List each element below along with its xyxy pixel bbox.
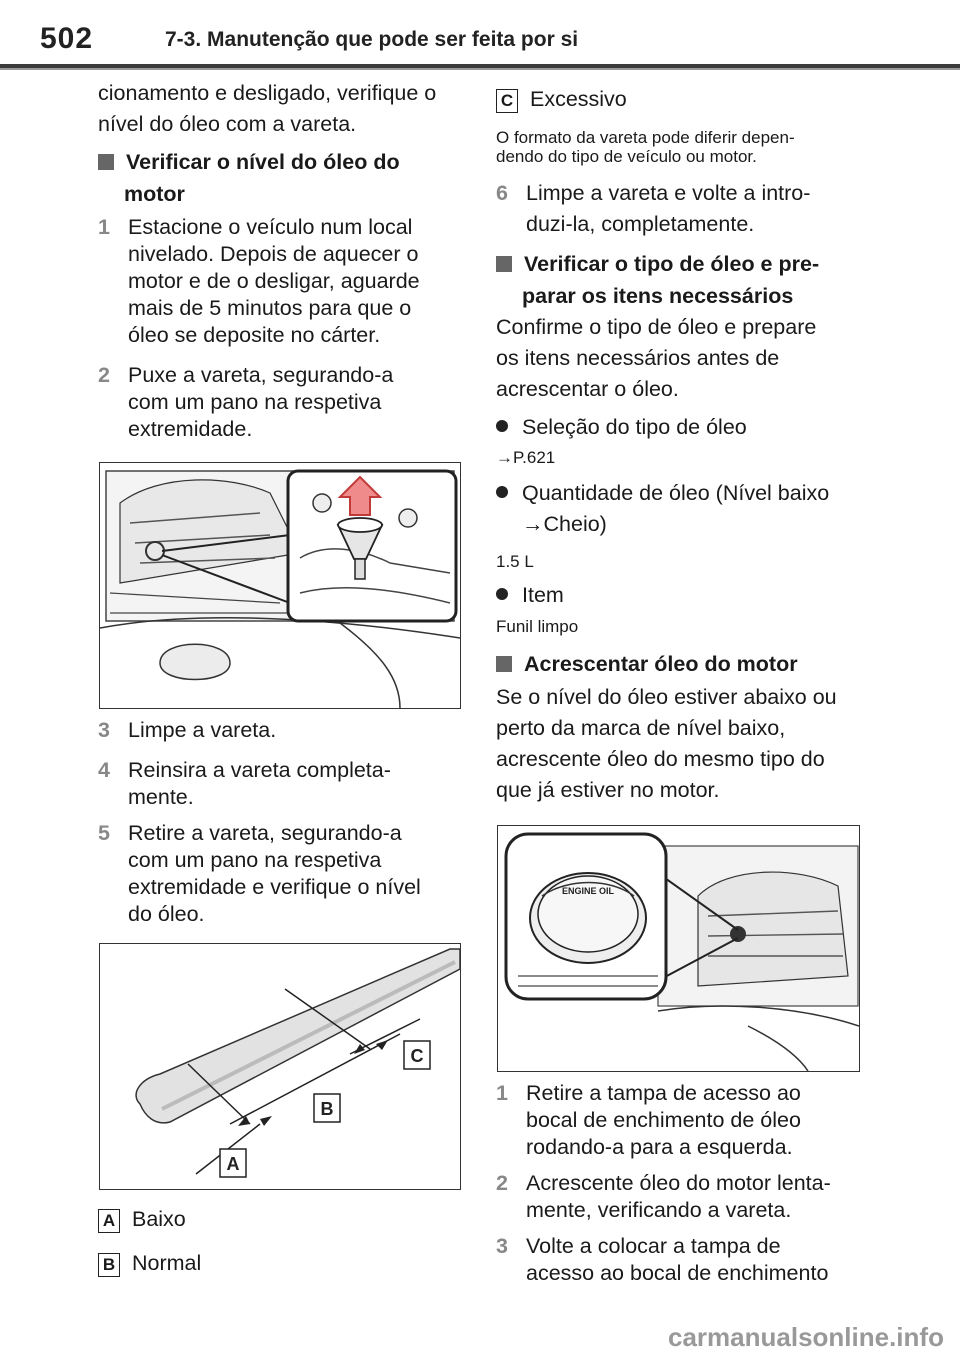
engine-dipstick-illustration	[99, 462, 461, 709]
step-6: 6 Limpe a vareta e volte a intro- duzi-la, completamente.	[496, 181, 811, 236]
dipstick-note: O formato da vareta pode diferir depen- dendo do tipo de veículo ou motor.	[496, 128, 795, 166]
add-step-3: 3 Volte a colocar a tampa de acesso ao bocal de enchimento	[496, 1234, 829, 1285]
watermark: carmanualsonline.info	[668, 1322, 944, 1352]
square-bullet-icon	[98, 154, 114, 170]
section-heading-oil-type: Verificar o tipo de óleo e pre- parar os itens necessários	[496, 248, 876, 312]
bullet-dot-icon	[496, 420, 508, 432]
cap-label-text: ENGINE OIL	[561, 886, 615, 896]
oil-filler-cap-illustration	[497, 825, 860, 1072]
add-step-2: 2 Acrescente óleo do motor lenta- mente, verificando a vareta.	[496, 1171, 831, 1222]
label-a: A	[226, 1154, 240, 1174]
oil-cap-drawing	[498, 826, 859, 1071]
intro-paragraph: cionamento e desligado, verifique o nível do óleo com a vareta.	[98, 81, 437, 136]
bullet-dot-icon	[496, 588, 508, 600]
add-step-1: 1 Retire a tampa de acesso ao bocal de enchimento de óleo rodando-a para a esquerda.	[496, 1081, 801, 1159]
legend-b: B Normal	[98, 1248, 201, 1279]
bullet-oil-quantity: Quantidade de óleo (Nível baixo →Cheio)	[496, 478, 876, 540]
bullet-dot-icon	[496, 486, 508, 498]
step-5: 5 Retire a vareta, segurando-a com um pano na respetiva extremidade e verifique o nível do óleo.	[98, 821, 421, 926]
oil-quantity-value: 1.5 L	[496, 552, 534, 571]
chapter-title: 7-3. Manutenção que pode ser feita por si	[165, 28, 579, 51]
section-heading-add-oil: Acrescentar óleo do motor	[496, 648, 798, 680]
dipstick-level-illustration	[99, 943, 461, 1190]
label-b: B	[320, 1099, 334, 1119]
square-bullet-icon	[496, 656, 512, 672]
bullet-item: Item	[496, 580, 564, 611]
square-bullet-icon	[496, 256, 512, 272]
header-rule-light	[0, 68, 960, 70]
legend-c: C Excessivo	[496, 84, 627, 115]
legend-a: A Baixo	[98, 1204, 186, 1235]
step-1: 1 Estacione o veículo num local nivelado. Depois de aquecer o motor e de o desligar, aguarde mais de 5 minutos para que o óleo se deposite no cárter.	[98, 215, 420, 347]
dipstick-drawing	[100, 944, 460, 1189]
section-heading-check-level: Verificar o nível do óleo do motor	[98, 146, 468, 210]
add-oil-paragraph: Se o nível do óleo estiver abaixo ou perto da marca de nível baixo, acrescente óleo do mesmo tipo do que já estiver no motor.	[496, 685, 837, 802]
step-3: 3 Limpe a vareta.	[98, 718, 277, 742]
item-value: Funil limpo	[496, 617, 579, 636]
step-2: 2 Puxe a vareta, segurando-a com um pano na respetiva extremidade.	[98, 363, 394, 441]
engine-bay-drawing	[100, 463, 460, 708]
page-number: 502	[40, 22, 94, 55]
oil-type-paragraph: Confirme o tipo de óleo e prepare os itens necessários antes de acrescentar o óleo.	[496, 315, 817, 401]
label-c: C	[410, 1046, 424, 1066]
step-4: 4 Reinsira a vareta completa- mente.	[98, 758, 391, 809]
bullet-oil-selection: Seleção do tipo de óleo	[496, 412, 747, 443]
page-reference: →P.621	[496, 448, 556, 467]
